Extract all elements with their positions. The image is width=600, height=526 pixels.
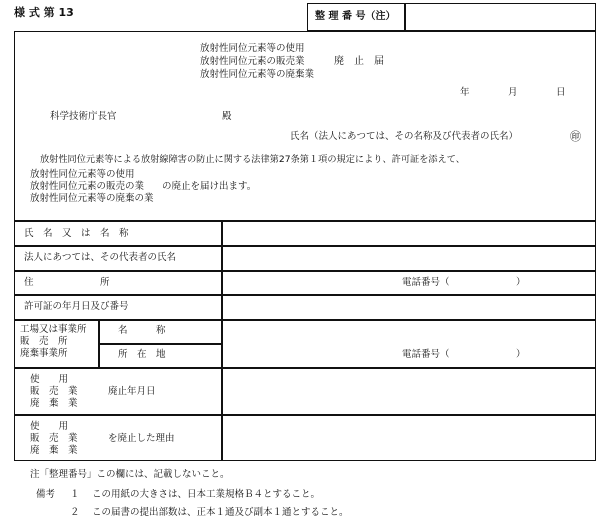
permit-input[interactable] [224, 296, 594, 317]
date-type-sales: 販 売 業 [30, 386, 78, 397]
remarks-label: 備考 [36, 489, 56, 500]
remark-1-number: １ [70, 489, 80, 500]
reason-type-disposal: 廃 棄 業 [30, 445, 78, 456]
date-day: 日 [556, 87, 566, 98]
address-phone: 電話番号（ ） [402, 277, 526, 288]
row-address-label: 住 所 [24, 277, 110, 288]
facility-location-label: 所 在 地 [118, 349, 166, 360]
title-suffix: 廃 止 届 [334, 56, 384, 67]
declaration-option-sales: 放射性同位元素の販売の業 [30, 181, 145, 192]
abolition-reason-label: を廃止した理由 [108, 433, 175, 444]
lower-col-divider [221, 367, 223, 461]
date-type-disposal: 廃 棄 業 [30, 398, 78, 409]
representative-input[interactable] [224, 247, 594, 268]
title-line-sales: 放射性同位元素の販売業 [200, 56, 305, 67]
facility-name-label: 名 称 [118, 325, 166, 336]
remark-1-text: この用紙の大きさは、日本工業規格Ｂ４とすること。 [92, 489, 321, 500]
abolition-reason-input[interactable] [224, 416, 594, 460]
declaration-line-end: の廃止を届け出ます。 [162, 181, 257, 192]
row-permit-label: 許可証の年月日及び番号 [24, 301, 129, 312]
facility-type-3: 廃棄事業所 [20, 348, 68, 359]
reference-number-label: 整 理 番 号（注） [315, 11, 396, 22]
seal-mark: ㊞ [570, 130, 581, 143]
facility-phone: 電話番号（ ） [402, 349, 526, 360]
abolition-date-label: 廃止年月日 [108, 386, 156, 397]
facility-col-divider [221, 319, 223, 367]
row-representative-label: 法人にあつては、その代表者の氏名 [24, 252, 177, 263]
title-line-disposal: 放射性同位元素等の廃棄業 [200, 69, 315, 80]
reference-number-field[interactable] [408, 6, 592, 28]
facility-type-2: 販 売 所 [20, 336, 68, 347]
declaration-text: 放射性同位元素等による放射線障害の防止に関する法律第27条第１項の規定により、許可証を添えて、 [40, 154, 465, 165]
title-line-use: 放射性同位元素等の使用 [200, 43, 305, 54]
addressee-name: 科学技術庁長官 [50, 111, 117, 122]
row-name-label: 氏 名 又 は 名 称 [24, 228, 129, 239]
date-year: 年 [460, 87, 470, 98]
abolition-date-input[interactable] [224, 369, 594, 413]
declaration-option-use: 放射性同位元素等の使用 [30, 169, 135, 180]
facility-name-input[interactable] [224, 321, 594, 342]
facility-sub-divider [98, 343, 221, 345]
date-month: 月 [508, 87, 518, 98]
form-number: 様 式 第 13 [14, 6, 74, 19]
facility-type-1: 工場又は事業所 [20, 324, 87, 335]
declaration-option-disposal: 放射性同位元素等の廃棄の業 [30, 193, 154, 204]
name-input[interactable] [224, 223, 594, 244]
remark-2-number: ２ [70, 507, 80, 518]
reason-type-use: 使 用 [30, 421, 69, 432]
applicant-name-line: 氏名（法人にあつては、その名称及び代表者の氏名） [290, 131, 519, 142]
date-type-use: 使 用 [30, 374, 69, 385]
addressee-honorific: 殿 [222, 111, 232, 122]
remark-2-text: この届書の提出部数は、正本１通及び副本１通とすること。 [92, 507, 349, 518]
note-reference-number: 注「整理番号」この欄には、記載しないこと。 [30, 469, 230, 480]
reason-type-sales: 販 売 業 [30, 433, 78, 444]
reference-divider [404, 3, 406, 31]
